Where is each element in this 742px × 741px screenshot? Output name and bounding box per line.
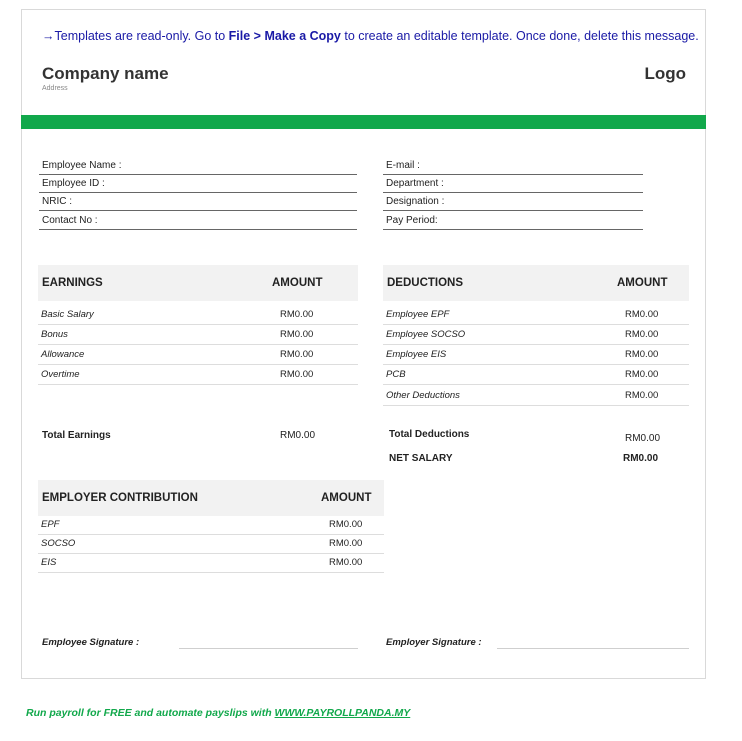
- employer-row[interactable]: EIS RM0.00: [38, 553, 384, 573]
- total-deductions-value[interactable]: RM0.00: [625, 433, 661, 444]
- designation-field[interactable]: Designation :: [383, 194, 643, 211]
- company-name[interactable]: Company name: [42, 64, 169, 83]
- earnings-title: EARNINGS: [42, 277, 103, 289]
- earnings-row[interactable]: Allowance RM0.00: [38, 345, 358, 365]
- deductions-row[interactable]: PCB RM0.00: [383, 365, 689, 385]
- company-address[interactable]: Address: [42, 85, 68, 92]
- deductions-row[interactable]: Employee EPF RM0.00: [383, 305, 689, 325]
- employer-signature-label: Employer Signature :: [386, 637, 482, 648]
- net-salary-value[interactable]: RM0.00: [623, 453, 659, 464]
- email-field[interactable]: E-mail :: [383, 158, 643, 175]
- employer-row[interactable]: EPF RM0.00: [38, 515, 384, 535]
- total-earnings-label: Total Earnings: [42, 430, 111, 441]
- net-salary-label: NET SALARY: [389, 453, 453, 464]
- earnings-row[interactable]: Basic Salary RM0.00: [38, 305, 358, 325]
- total-earnings-value[interactable]: RM0.00: [280, 430, 316, 441]
- contact-no-field[interactable]: Contact No :: [39, 213, 357, 230]
- department-field[interactable]: Department :: [383, 176, 643, 193]
- earnings-row[interactable]: Bonus RM0.00: [38, 325, 358, 345]
- logo-placeholder[interactable]: Logo: [644, 64, 686, 83]
- employer-contribution-title: EMPLOYER CONTRIBUTION: [42, 492, 198, 504]
- read-only-notice: →Templates are read-only. Go to File > Make a Copy to create an editable template. Once done, delete this message.: [42, 29, 699, 43]
- employee-signature-label: Employee Signature :: [42, 637, 140, 648]
- employee-name-field[interactable]: Employee Name :: [39, 158, 357, 175]
- payrollpanda-link[interactable]: WWW.PAYROLLPANDA.MY: [274, 707, 411, 719]
- employee-signature-line[interactable]: [179, 648, 358, 649]
- arrow-icon: →: [42, 29, 55, 43]
- deductions-row[interactable]: Employee EIS RM0.00: [383, 345, 689, 365]
- employee-id-field[interactable]: Employee ID :: [39, 176, 357, 193]
- nric-field[interactable]: NRIC :: [39, 194, 357, 211]
- deductions-header: [383, 265, 689, 301]
- footer-promo: Run payroll for FREE and automate payslips with WWW.PAYROLLPANDA.MY: [26, 707, 411, 719]
- total-deductions-label: Total Deductions: [389, 429, 470, 440]
- employer-row[interactable]: SOCSO RM0.00: [38, 534, 384, 554]
- employer-contribution-header: [38, 480, 384, 516]
- pay-period-field[interactable]: Pay Period:: [383, 213, 643, 230]
- employer-signature-line[interactable]: [497, 648, 689, 649]
- earnings-row[interactable]: Overtime RM0.00: [38, 365, 358, 385]
- earnings-header: [38, 265, 358, 301]
- earnings-amount-label: AMOUNT: [272, 277, 323, 289]
- deductions-title: DEDUCTIONS: [387, 277, 464, 289]
- accent-bar: [21, 115, 706, 129]
- employer-amount-label: AMOUNT: [321, 492, 372, 504]
- deductions-row[interactable]: Employee SOCSO RM0.00: [383, 325, 689, 345]
- deductions-amount-label: AMOUNT: [617, 277, 668, 289]
- deductions-row[interactable]: Other Deductions RM0.00: [383, 386, 689, 406]
